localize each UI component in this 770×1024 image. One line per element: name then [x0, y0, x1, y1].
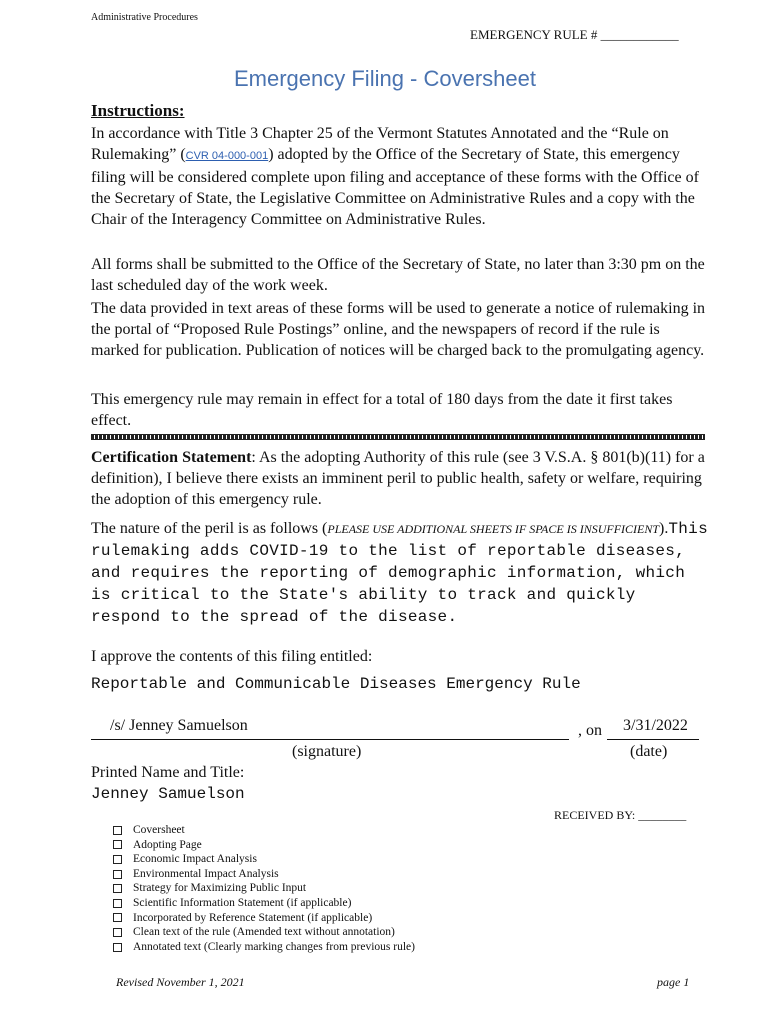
- document-checklist: [113, 823, 415, 954]
- peril-text-field[interactable]: This rulemaking adds COVID-19 to the list of reportable diseases, and requires the reporting of demographic information, which is critical to the State's ability to track and quickly respond to the spread of the disease.: [91, 520, 708, 626]
- date-field[interactable]: 3/31/2022: [623, 717, 688, 734]
- instructions-paragraph-3: The data provided in text areas of these forms will be used to generate a notice of rulemaking in the portal of “Proposed Rule Postings” online, and the newspapers of record if the rule is marked for publication. Publication of notices will be charged back to the promulgating agency.: [91, 300, 706, 359]
- checkbox[interactable]: [113, 943, 122, 952]
- signature-caption: (signature): [292, 743, 362, 760]
- emergency-rule-number: EMERGENCY RULE # ____________: [470, 27, 679, 42]
- cvr-citation-link[interactable]: CVR 04-000-001: [185, 150, 269, 162]
- date-line: [607, 739, 699, 740]
- instructions-paragraph-4: This emergency rule may remain in effect for a total of 180 days from the date it first takes effect.: [91, 391, 673, 429]
- checklist-item-label: Adopting Page: [133, 838, 202, 851]
- checklist-item: [113, 940, 415, 955]
- printed-name-field[interactable]: Jenney Samuelson: [91, 785, 245, 803]
- checklist-item-label: Scientific Information Statement (if applicable): [133, 896, 352, 909]
- checklist-item: [113, 852, 415, 867]
- signature-line: [91, 739, 569, 740]
- certification-text: : As the adopting Authority of this rule (see 3 V.S.A. § 801(b)(11) for a definition), I believe there exists an imminent peril to public health, safety or welfare, requiring the adoption of this emergency rule.: [91, 449, 705, 508]
- checkbox[interactable]: [113, 913, 122, 922]
- checklist-item: [113, 823, 415, 838]
- checkbox[interactable]: [113, 928, 122, 937]
- checklist-item-label: Economic Impact Analysis: [133, 853, 257, 866]
- date-caption: (date): [630, 743, 668, 760]
- checklist-item-label: Environmental Impact Analysis: [133, 867, 279, 880]
- received-by: RECEIVED BY: ________: [554, 808, 687, 822]
- checklist-item: [113, 867, 415, 882]
- on-label: , on: [578, 722, 602, 739]
- checklist-item-label: Clean text of the rule (Amended text without annotation): [133, 926, 395, 939]
- checkbox[interactable]: [113, 899, 122, 908]
- signature-field[interactable]: /s/ Jenney Samuelson: [110, 717, 248, 734]
- checkbox[interactable]: [113, 826, 122, 835]
- instructions-paragraph-1: [91, 123, 709, 230]
- page-title: Emergency Filing - Coversheet: [233, 66, 536, 91]
- rule-title-field[interactable]: Reportable and Communicable Diseases Emergency Rule: [91, 675, 581, 693]
- para1-after: ) adopted by the Office of the Secretary of State, this emergency filing will be considered complete upon filing and acceptance of these forms with the Office of the Secretary of State, the Legislative Committee on Administrative Rules and a copy with the Chair of the Interagency Committee on Administrative Rules.: [91, 146, 699, 228]
- checklist-item-label: Annotated text (Clearly marking changes from previous rule): [133, 940, 415, 953]
- peril-description: [91, 518, 709, 628]
- certification-label: Certification Statement: [91, 449, 252, 466]
- checkbox[interactable]: [113, 840, 122, 849]
- checkbox[interactable]: [113, 884, 122, 893]
- printed-name-label: Printed Name and Title:: [91, 764, 245, 781]
- instructions-heading: Instructions:: [91, 101, 185, 120]
- approval-label: I approve the contents of this filing entitled:: [91, 648, 373, 665]
- revision-date: Revised November 1, 2021: [116, 975, 245, 989]
- checklist-item: [113, 896, 415, 911]
- checklist-item-label: Incorporated by Reference Statement (if applicable): [133, 911, 373, 924]
- checkbox[interactable]: [113, 855, 122, 864]
- section-divider: [91, 434, 705, 440]
- checklist-item: [113, 881, 415, 896]
- para1-before: In accordance with Title 3 Chapter 25 of the Vermont Statutes Annotated and the “Rule on Rulemaking” (: [91, 125, 669, 163]
- checklist-item: [113, 838, 415, 853]
- instructions-paragraph-2: All forms shall be submitted to the Office of the Secretary of State, no later than 3:30 pm on the last scheduled day of the work week.: [91, 256, 705, 294]
- certification-statement: [91, 447, 709, 510]
- peril-close: ).: [659, 520, 669, 537]
- peril-instruction: PLEASE USE ADDITIONAL SHEETS IF SPACE IS INSUFFICIENT: [327, 522, 660, 536]
- page-number: page 1: [657, 975, 690, 989]
- header-left-text: Administrative Procedures: [91, 12, 198, 23]
- checklist-item-label: Strategy for Maximizing Public Input: [133, 882, 307, 895]
- checkbox[interactable]: [113, 870, 122, 879]
- checklist-item-label: Coversheet: [133, 824, 185, 836]
- peril-lead: The nature of the peril is as follows (: [91, 520, 328, 537]
- checklist-item: [113, 925, 415, 940]
- checklist-item: [113, 911, 415, 926]
